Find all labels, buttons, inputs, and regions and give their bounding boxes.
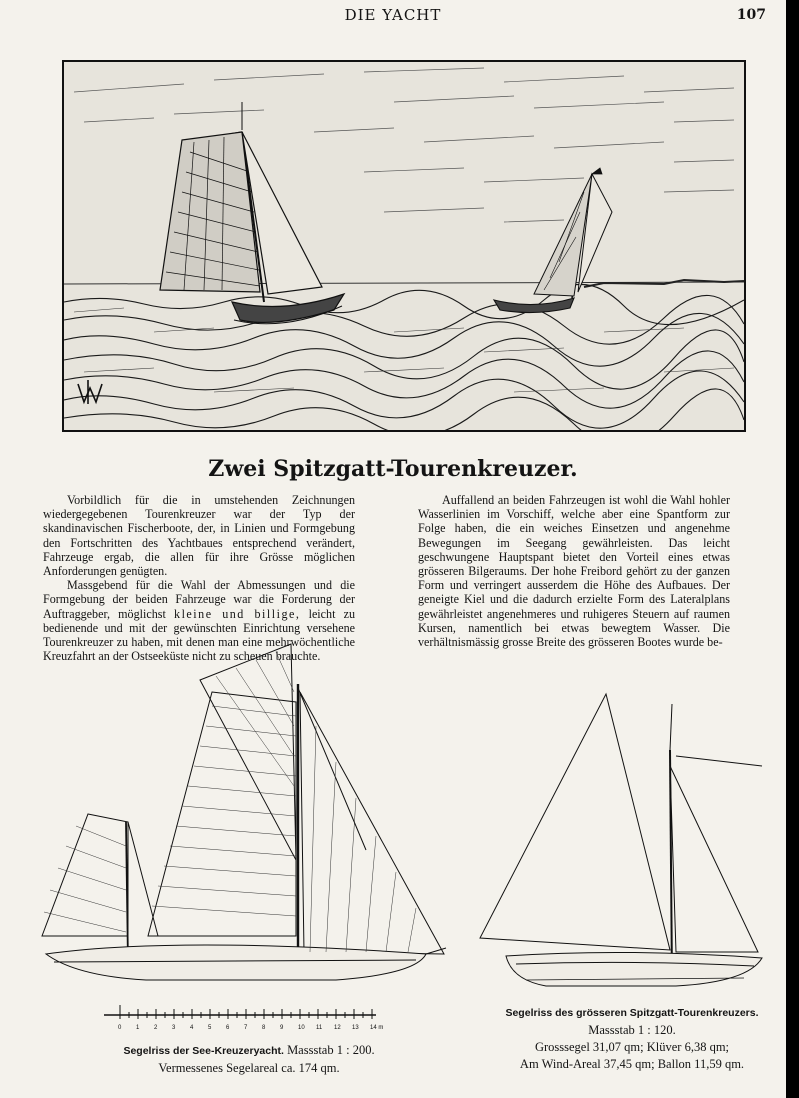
caption-right [482, 1005, 782, 1073]
caption-title: Segelriss der See-Kreuzeryacht. [123, 1045, 284, 1057]
scale-label: 2 [154, 1025, 158, 1031]
caption-scale: Massstab 1 : 120. [588, 1023, 676, 1037]
caption-line: Vermessenes Segelareal ca. 174 qm. [158, 1061, 340, 1075]
scale-label: 3 [172, 1025, 176, 1031]
scale-label: 6 [226, 1025, 230, 1031]
caption-title: Segelriss des grösseren Spitzgatt-Tourenkreuzers. [505, 1007, 759, 1019]
scale-label: 13 [352, 1025, 359, 1031]
scale-label: 11 [316, 1025, 323, 1031]
caption-left [84, 1042, 414, 1077]
scale-label: 0 [118, 1025, 122, 1031]
left-boat [160, 102, 344, 324]
scale-label: 8 [262, 1025, 266, 1031]
running-title: DIE YACHT [344, 6, 442, 24]
caption-line [84, 1042, 414, 1060]
artist-monogram [78, 380, 102, 404]
scale-label: 7 [244, 1025, 248, 1031]
spaced-emphasis: kleine und billige, [174, 606, 301, 621]
caption-line: Grosssegel 31,07 qm; Klüver 6,38 qm; [534, 1040, 730, 1054]
right-boat [494, 168, 612, 313]
sail-plan-spitzgatt-tourenkreuzer [476, 690, 776, 1002]
text-column-right [418, 493, 730, 649]
article-title: Zwei Spitzgatt-Tourenkreuzer. [208, 456, 578, 482]
illustration-two-yachts-at-sea [62, 60, 746, 432]
caption-line: Am Wind-Areal 37,45 qm; Ballon 11,59 qm. [519, 1057, 745, 1071]
scale-label: 1 [136, 1025, 140, 1031]
scale-label: 9 [280, 1025, 284, 1031]
scale-bar [100, 1003, 400, 1033]
sea-engraving [64, 62, 744, 430]
paragraph: Vorbildlich für die in umstehenden Zeichnungen wiedergegebenen Tourenkreuzer war der Typ der skandinavischen Fischerboote, der, in Linien und Formgebung den Fortschritten des Yachtbaues entsprechend verändert, Fahrzeuge ergab, die allen für ihre Grösse möglichen Anforderungen genügten. [43, 493, 355, 579]
sail-plan-see-kreuzeryacht [36, 636, 456, 988]
paragraph-text: Massgebend für die Wahl der Abmessungen und die Formgebung der beiden Fahrzeuge war die Forderung der Auftraggeber, möglichst [43, 578, 355, 621]
scale-label: 10 [298, 1025, 305, 1031]
paragraph-text: leicht zu bedienende und mit der gewünschten Einrichtung versehene Tourenkreuzer zu haben, mit denen man eine mehrwöchentliche Kreuzfahrt an der Ostseeküste nicht zu scheuen brauchte. [43, 606, 355, 664]
running-header [0, 6, 786, 26]
scale-label: 5 [208, 1025, 212, 1031]
scale-label: 4 [190, 1025, 194, 1031]
paragraph: Auffallend an beiden Fahrzeugen ist wohl die Wahl hohler Wasserlinien im Vorschiff, welche aber eine Spantform zur Folge haben, die ein weiches Einsetzen und angenehme Bewegungen im Seegang gewährleisten. Das leicht geschwungene Hauptspant bietet den Vorteil eines etwas grösseren Bilgeraums. Der hohe Freibord gehört zu der ganzen Form und verringert ausserdem die Höhe des Aufbaues. Der geneigte Kiel und die dadurch erzielte Form des Lateralplans gewährleistet angenehmeres und ruhigeres Steuern auf raumen Kursen, namentlich bei etwas bewegtem Wasser. Die verhältnismässig grosse Breite des grösseren Bootes wurde be- [418, 493, 730, 650]
caption-scale: Massstab 1 : 200. [287, 1043, 375, 1057]
page-number: 107 [736, 7, 766, 23]
scale-label: 14 m [370, 1025, 384, 1031]
scale-label: 12 [334, 1025, 341, 1031]
